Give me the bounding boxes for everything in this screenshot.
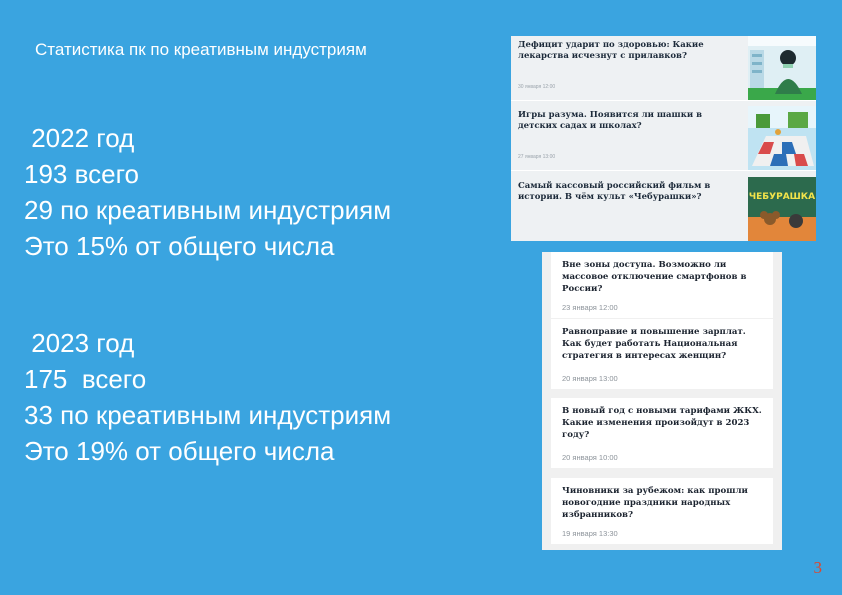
news-item-title: В новый год с новыми тарифами ЖКХ. Какие изменения произойдут в 2023 году? bbox=[562, 406, 762, 440]
pharmacy-photo-icon bbox=[748, 36, 816, 100]
news-item-title: Чиновники за рубежом: как прошли новогодние праздники народных избранников? bbox=[562, 486, 748, 520]
news-item[interactable] bbox=[551, 252, 773, 318]
svg-text:ЧЕБУРАШКА: ЧЕБУРАШКА bbox=[748, 192, 816, 202]
stats-2022-creative: 29 по креативным индустриям bbox=[24, 195, 392, 225]
news-item[interactable] bbox=[551, 478, 773, 544]
news-item-date: 20 января 13:00 bbox=[562, 374, 618, 383]
stats-2022-percent: Это 15% от общего числа bbox=[24, 231, 335, 261]
news-item-date: 27 января 13:00 bbox=[518, 154, 556, 160]
news-screenshot-2 bbox=[542, 252, 782, 550]
news-item[interactable] bbox=[511, 36, 816, 101]
news-item-title: Самый кассовый российский фильм в истории. В чём культ «Чебурашки»? bbox=[518, 181, 711, 202]
stats-2022-total: 193 всего bbox=[24, 159, 139, 189]
news-item-title: Игры разума. Появится ли шашки в детских садах и школах? bbox=[518, 110, 702, 131]
stats-2023-block bbox=[24, 325, 391, 469]
news-item[interactable] bbox=[511, 177, 816, 241]
stats-2022-block bbox=[24, 120, 391, 264]
stats-2023-percent: Это 19% от общего числа bbox=[24, 436, 335, 466]
news-item[interactable] bbox=[551, 398, 773, 468]
news-screenshot-1 bbox=[511, 36, 816, 241]
news-item-date: 19 января 13:30 bbox=[562, 529, 618, 538]
stats-2023-total: 175 всего bbox=[24, 364, 147, 394]
news-item-title: Дефицит ударит по здоровью: Какие лекарства исчезнут с прилавков? bbox=[518, 40, 704, 61]
news-item[interactable] bbox=[551, 319, 773, 389]
stats-2022-year: 2022 год bbox=[24, 123, 135, 153]
news-item-date: 30 января 12:00 bbox=[518, 84, 556, 90]
stats-2023-creative: 33 по креативным индустриям bbox=[24, 400, 392, 430]
page-number: 3 bbox=[813, 558, 822, 577]
news-item-title: Вне зоны доступа. Возможно ли массовое отключение смартфонов в России? bbox=[562, 260, 747, 294]
news-item-date: 23 января 12:00 bbox=[562, 303, 618, 312]
slide-title: Статистика пк по креативным индустриям bbox=[35, 40, 367, 59]
cheburashka-poster-icon bbox=[748, 177, 816, 241]
stats-2023-year: 2023 год bbox=[24, 328, 135, 358]
news-item-title: Равноправие и повышение зарплат. Как будет работать Национальная стратегия в интересах женщин? bbox=[562, 327, 746, 361]
news-item[interactable] bbox=[511, 106, 816, 171]
checkers-photo-icon bbox=[748, 106, 816, 170]
news-item-date: 20 января 10:00 bbox=[562, 453, 618, 462]
